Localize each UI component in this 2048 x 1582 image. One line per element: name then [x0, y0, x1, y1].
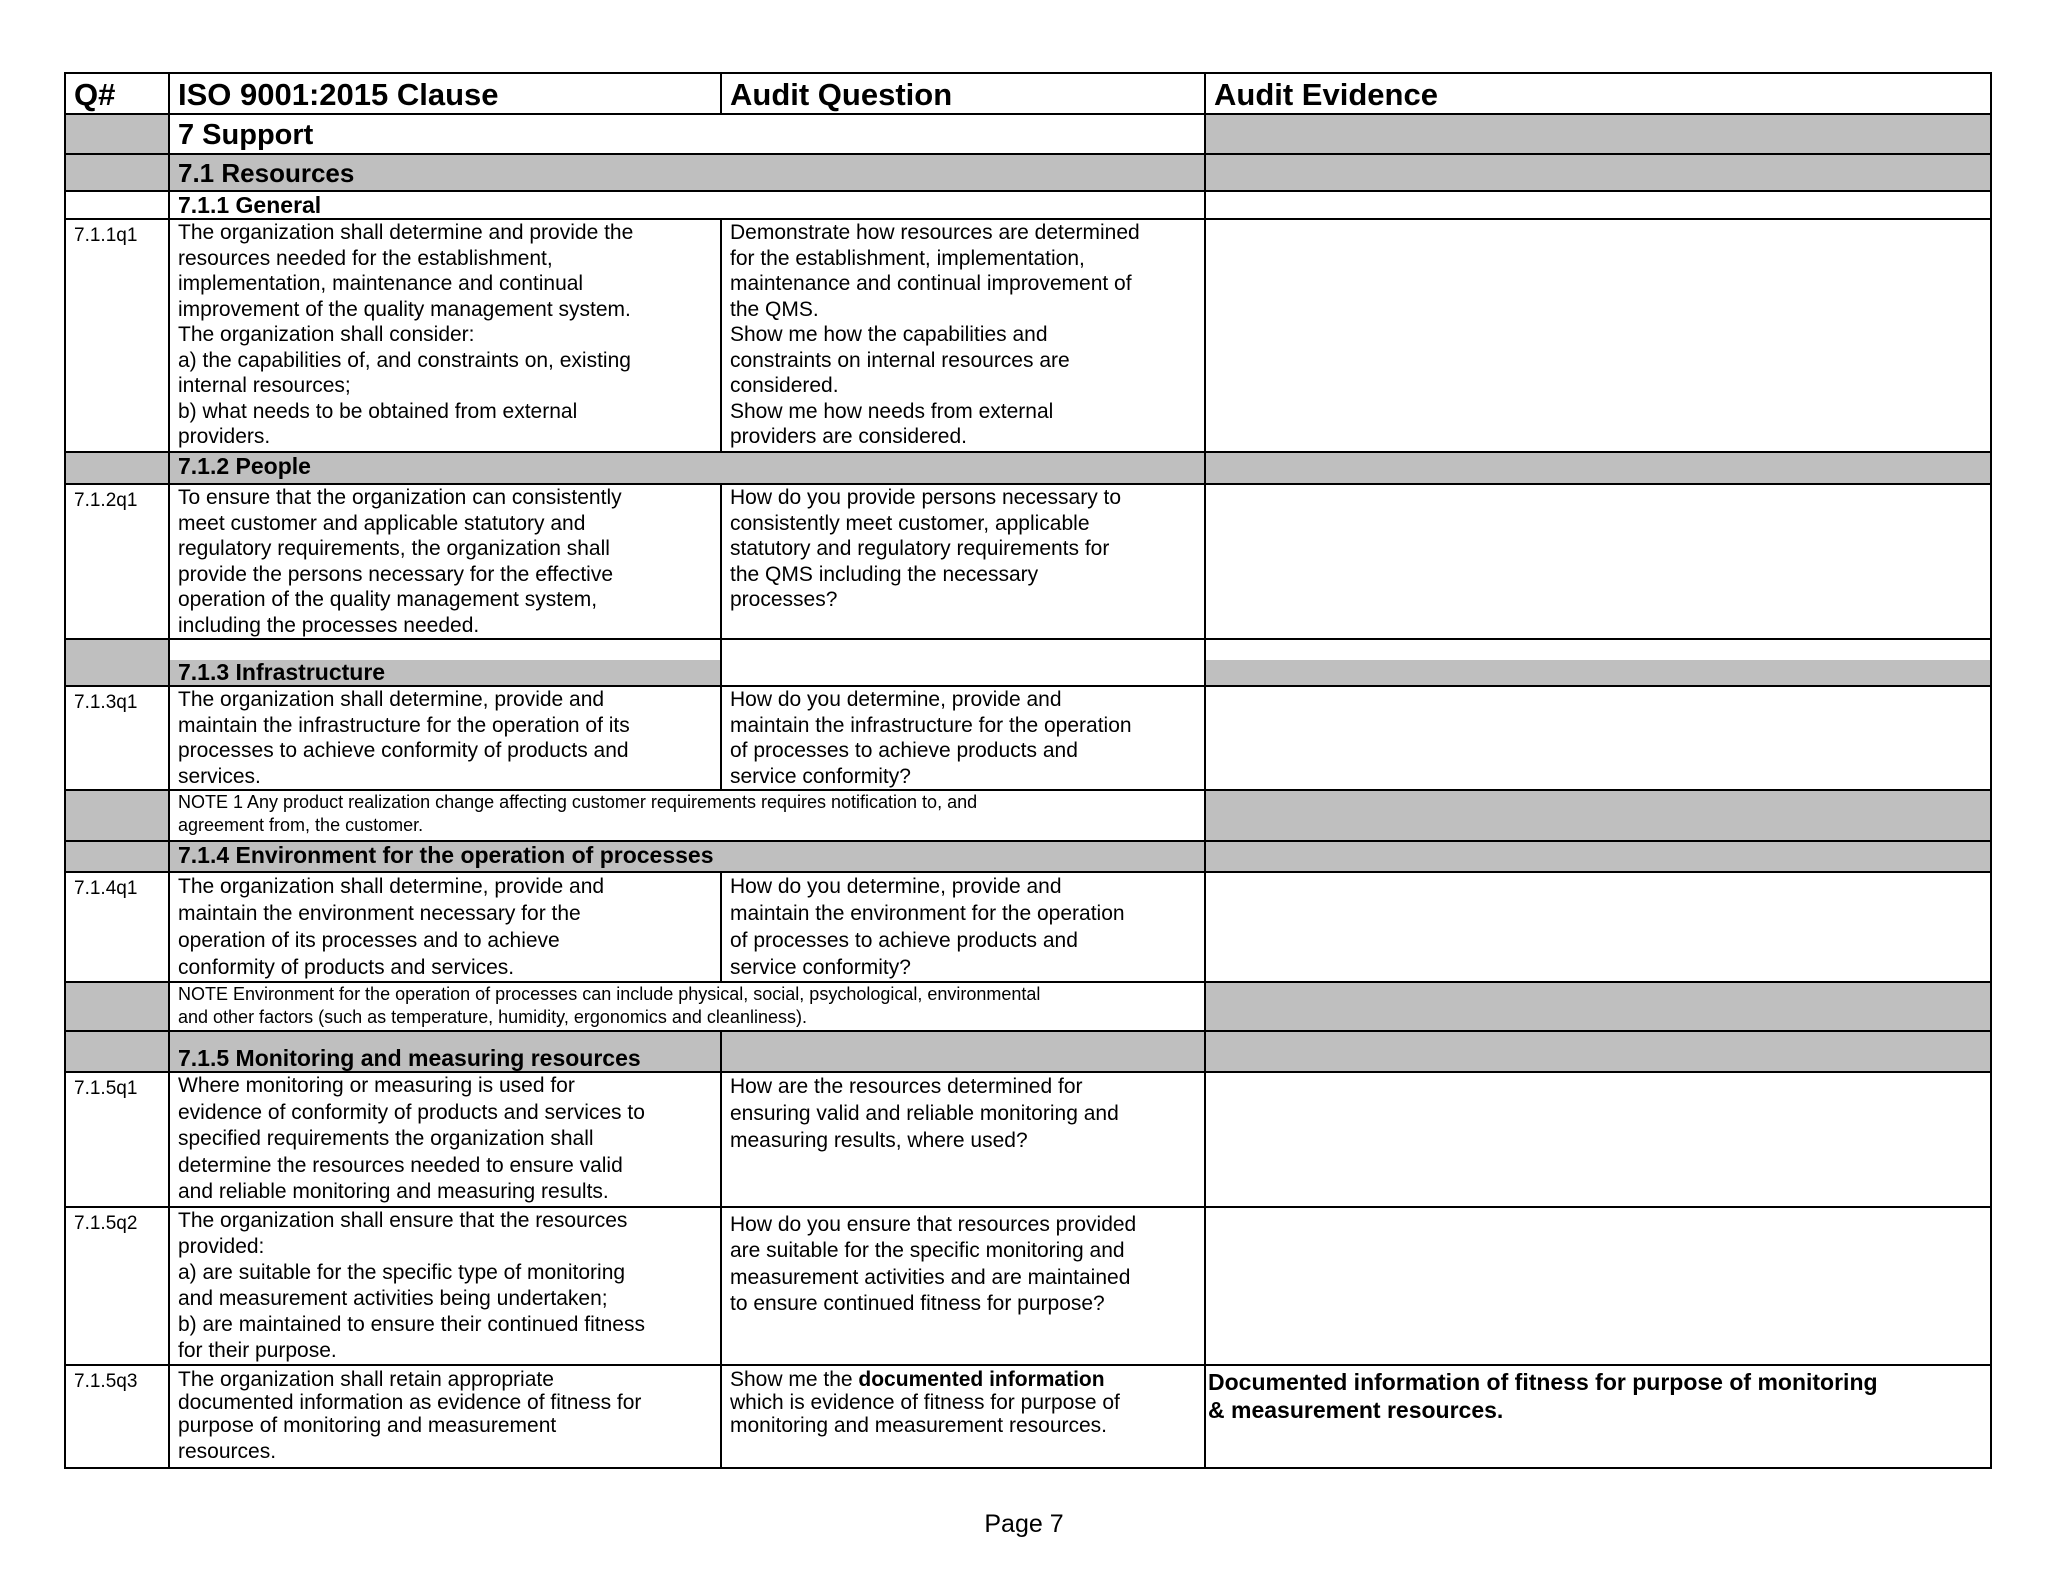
question-number: 7.1.5q3: [65, 1365, 169, 1468]
header-evidence: Audit Evidence: [1205, 73, 1991, 114]
subsection-title: 7.1 Resources: [169, 154, 1205, 191]
audit-evidence-cell[interactable]: [1205, 1072, 1991, 1207]
table-row: [65, 484, 1991, 639]
question-number: 7.1.5q2: [65, 1207, 169, 1365]
audit-question-text: Show me the documented information which is evidence of fitness for purpose of monitoring and measurement resources.: [721, 1365, 1205, 1468]
clause-heading-row: [65, 841, 1991, 872]
audit-question-text: How do you determine, provide and maintain the environment for the operation of processes to achieve products and service conformity?: [721, 872, 1205, 982]
clause-heading: 7.1.3 Infrastructure: [169, 639, 721, 686]
table-row: [65, 219, 1991, 452]
note-text: NOTE 1 Any product realization change affecting customer requirements requires notification to, and agreement from, the customer.: [169, 790, 1205, 841]
header-question: Audit Question: [721, 73, 1205, 114]
header-clause: ISO 9001:2015 Clause: [169, 73, 721, 114]
documented-information-emphasis: documented information: [858, 1367, 1105, 1391]
clause-text: The organization shall ensure that the resources provided: a) are suitable for the specific type of monitoring and measurement activities being undertaken; b) are maintained to ensure their continued fitness for their purpose.: [169, 1207, 721, 1365]
clause-text: The organization shall determine and provide the resources needed for the establishment, implementation, maintenance and continual improvement of the quality management system. The organization shall consider: a) the capabilities of, and constraints on, existing internal resources; b) what needs to be obtained from external providers.: [169, 219, 721, 452]
clause-heading: 7.1.2 People: [169, 452, 1205, 484]
audit-question-text: Demonstrate how resources are determined for the establishment, implementation, maintenance and continual improvement of the QMS. Show me how the capabilities and constraints on internal resources are considered. Show me how needs from external providers are considered.: [721, 219, 1205, 452]
header-q-number: Q#: [65, 73, 169, 114]
table-row: [65, 686, 1991, 790]
table-row: [65, 1207, 1991, 1365]
table-row: [65, 872, 1991, 982]
section-row: [65, 114, 1991, 154]
clause-heading: 7.1.5 Monitoring and measuring resources: [169, 1031, 721, 1072]
table-header-row: [65, 73, 1991, 114]
question-number: 7.1.5q1: [65, 1072, 169, 1207]
clause-text: The organization shall determine, provide and maintain the environment necessary for the operation of its processes and to achieve conformity of products and services.: [169, 872, 721, 982]
audit-evidence-cell[interactable]: Documented information of fitness for purpose of monitoring & measurement resources.: [1205, 1365, 1991, 1468]
audit-question-text: How do you determine, provide and maintain the infrastructure for the operation of processes to achieve products and service conformity?: [721, 686, 1205, 790]
clause-text: Where monitoring or measuring is used for evidence of conformity of products and services to specified requirements the organization shall determine the resources needed to ensure valid and reliable monitoring and measuring results.: [169, 1072, 721, 1207]
audit-evidence-cell[interactable]: [1205, 1207, 1991, 1365]
audit-evidence-cell[interactable]: [1205, 872, 1991, 982]
audit-evidence-cell[interactable]: [1205, 484, 1991, 639]
clause-heading: 7.1.1 General: [169, 191, 1205, 219]
audit-evidence-cell[interactable]: [1205, 686, 1991, 790]
audit-evidence-cell[interactable]: [1205, 219, 1991, 452]
question-number: 7.1.1q1: [65, 219, 169, 452]
clause-heading-row: [65, 191, 1991, 219]
question-number: 7.1.3q1: [65, 686, 169, 790]
question-number: 7.1.2q1: [65, 484, 169, 639]
table-row: [65, 1365, 1991, 1468]
note-row: [65, 982, 1991, 1031]
clause-text: To ensure that the organization can consistently meet customer and applicable statutory and regulatory requirements, the organization shall provide the persons necessary for the effective operation of the quality management system, including the processes needed.: [169, 484, 721, 639]
audit-question-text: How do you ensure that resources provided are suitable for the specific monitoring and measurement activities and are maintained to ensure continued fitness for purpose?: [721, 1207, 1205, 1365]
note-text: NOTE Environment for the operation of processes can include physical, social, psychological, environmental and other factors (such as temperature, humidity, ergonomics and cleanliness).: [169, 982, 1205, 1031]
page-number: Page 7: [984, 1510, 1064, 1538]
audit-checklist-table: [64, 72, 1992, 1469]
table-row: [65, 1072, 1991, 1207]
audit-evidence-text: Documented information of fitness for purpose of monitoring: [1208, 1368, 1878, 1395]
note-row: [65, 790, 1991, 841]
subsection-row: [65, 154, 1991, 191]
audit-question-text: How do you provide persons necessary to consistently meet customer, applicable statutory and regulatory requirements for the QMS including the necessary processes?: [721, 484, 1205, 639]
clause-heading-row: [65, 452, 1991, 484]
clause-text: The organization shall determine, provide and maintain the infrastructure for the operation of its processes to achieve conformity of products and services.: [169, 686, 721, 790]
question-number: 7.1.4q1: [65, 872, 169, 982]
clause-heading: 7.1.4 Environment for the operation of processes: [169, 841, 1205, 872]
clause-heading-row: [65, 639, 1991, 686]
clause-text: The organization shall retain appropriate documented information as evidence of fitness for purpose of monitoring and measurement resources.: [169, 1365, 721, 1468]
audit-question-text: How are the resources determined for ensuring valid and reliable monitoring and measuring results, where used?: [721, 1072, 1205, 1207]
clause-heading-row: [65, 1031, 1991, 1072]
section-title: 7 Support: [169, 114, 1205, 154]
